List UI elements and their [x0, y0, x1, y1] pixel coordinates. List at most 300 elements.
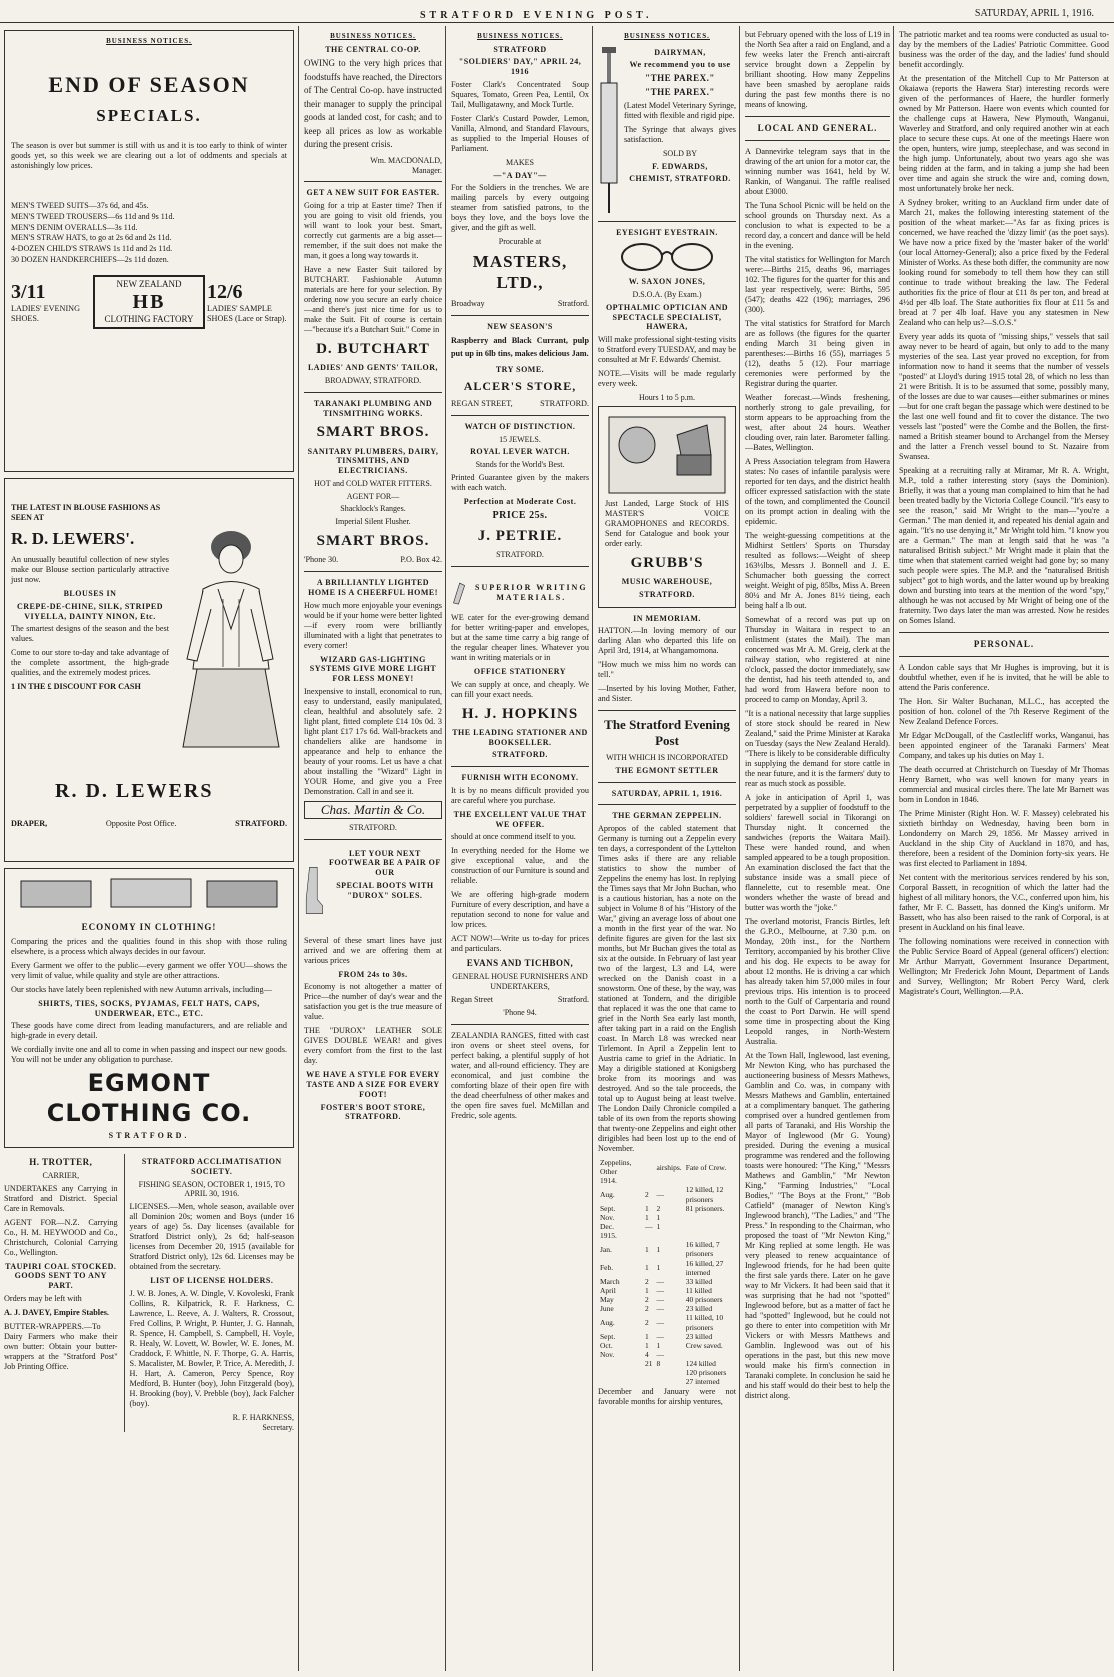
- coop-title: THE CENTRAL CO-OP.: [325, 44, 421, 54]
- notices-header: BUSINESS NOTICES.: [330, 32, 416, 40]
- blouse-lady-illustration-icon: [173, 519, 283, 749]
- smart-bros-flusher: Imperial Silent Flusher.: [335, 517, 411, 527]
- ad-blouses: [4, 478, 294, 862]
- soldiers-text: Foster Clark's Concentrated Soup Squares, Tomato, Green Pea, Lentil, Ox Tail, Mulligatawny, and Mock Turtle.: [451, 79, 589, 109]
- try-some: TRY SOME.: [495, 364, 545, 374]
- local-item: A Dannevirke telegram says that in the drawing of the art union for a motor car, the winning number was 1641, held by W. Rankin, of Wanganui. The raffle realised about £3000.: [745, 146, 890, 196]
- saxon-hours: Hours 1 to 5 p.m.: [639, 393, 695, 403]
- jam-text: Raspberry and Black Currant, pulp put up in 6lb tins, makes delicious Jam.: [451, 336, 589, 359]
- makes: MAKES: [505, 157, 534, 167]
- local-item: Somewhat of a record was put up on Thursday in Waitara in respect to an enlistment (states the Mail). The man concerned was Mr A. M. Greig, clerk at the railway station, who registered at nine o'clock, passed the doctor immediately, saw the dentist, had his teeth attended to, and had word from Hawera before noon to proceed to camp on Monday, April 3.: [745, 614, 890, 704]
- invite-text: We cordially invite one and all to come in when passing and inspect our new goods. You will not be under any obligation to purchase.: [11, 1045, 287, 1065]
- divider: [451, 766, 589, 767]
- grubbs-name: GRUBB'S: [630, 554, 704, 571]
- column-4: [598, 30, 736, 1670]
- table-cell: 21: [644, 1359, 653, 1369]
- durox-text: Several of these smart lines have just arrived and we are offering them at various prices: [304, 935, 442, 965]
- table-cell: 16 killed, 7 prisoners: [685, 1240, 720, 1259]
- table-header-cell: airships.: [656, 1162, 682, 1172]
- recommend: We recommend you to use: [629, 60, 731, 70]
- grubbs-text: Just Landed, Large Stock of HIS MASTER'S VOICE GRAMOPHONES and RECORDS. Send for Catalogue and book your order early.: [605, 498, 729, 548]
- table-cell: 11 killed, 10 prisoners: [685, 1313, 724, 1332]
- butchart-sub: LADIES' AND GENTS' TAILOR,: [307, 363, 439, 373]
- column-5: [745, 30, 890, 1670]
- masters-address: [451, 299, 589, 309]
- custard-text: Foster Clark's Custard Powder, Lemon, Vanilla, Almond, and Standard Flavours, as supplied to the Imperial Houses of Parliament.: [451, 113, 589, 153]
- holders-list: J. W. B. Jones, A. W. Dingle, V. Kovoleski, Frank Collins, R. Kilpatrick, R. F. Harkness, C. Lawrence, L. Reeve, A. J. Walters, R. Crossout, Fred Collins, P. Wright, P. Hunter, J. G. Hannah, R. Spence, H. Campbell, S. Campbell, H. Voyle, R. Healy, W. Lovett, W. Bowler, W. E. Jones, M. Craddock, F. Whittle, N. F. Thorpe, G. A. Harris, S. Macalister, M. Bowler, P. Trice, A. Meredith, J. H. Hart, A. Cameron, Percy Spence, Roy Medford, B. Hunter (boy), John Fitzgerald (boy), H. Brooking (boy), V. Prebble (boy), Jack Falcher (boy).: [129, 1288, 294, 1408]
- table-cell: 1: [644, 1331, 649, 1341]
- table-cell: June: [600, 1304, 614, 1314]
- every-garment-text: Every Garment we offer to the public—every garment we offer YOU—shows the very limit of value, while quality and style are other attractions.: [11, 960, 287, 980]
- table-cell: Jan.: [600, 1244, 612, 1254]
- price-right-block: [207, 280, 287, 324]
- petrie-town: STRATFORD.: [496, 550, 544, 560]
- trotter-carrier: CARRIER,: [42, 1170, 80, 1180]
- alcers-address: [451, 399, 589, 409]
- lighted-header: A BRILLIANTLY LIGHTED HOME IS A CHEERFUL HOME!: [308, 578, 438, 597]
- local-item: Every year adds its quota of "missing ships," vessels that sail away never to be heard of again, but only to add to the many mysteries of the sea. Last year proved no exception, for from information now to hand it seems that the number of vessels "posted" at Lloyd's during 1915 total 28, of which no less than 21 were British. It is to be assumed that some, possibly many, of the losses are due to war causes—either submarines or mines—but for one craft began the passage which were destined to be the last one well found and fit to cover the distance. The two vessels last "posted" were the Combe and the Bollen, the first-named a British steamer bound to Archangel from the Mersey and the latter a French vessel bound to St. Nazaire from Swansea.: [899, 332, 1109, 461]
- saxon-visits: Will make professional sight-testing visits to Stratford every TUESDAY, and may be consulted at Mr F. Edwards' Chemist.: [598, 335, 736, 365]
- table-cell: 81 prisoners.: [685, 1203, 725, 1213]
- table-cell: —: [656, 1318, 664, 1327]
- hopkins-sub: THE LEADING STATIONER AND BOOKSELLER.: [452, 727, 588, 747]
- local-item: A joke in anticipation of April 1, was perpetrated by a supplier of foodstuff to the soldiers' farewell social in Tikorangi on Thursday night. It concerned the sandwiches (reports the Waitara Mail). These were handed round, and when sampled appeared to be a tough proposition. An examination disclosed the fact that the substance inside was a small piece of flannelette, cut to resemble meat. One wonders whether the waste of bread and butter was worth the "joke.": [745, 792, 890, 912]
- table-cell: —: [656, 1286, 664, 1296]
- local-item: The patriotic market and tea rooms were conducted as usual to-day by the members of the Ladies' Patriotic Committee. Good business was the order of the day, and the ladies' fund should benefit accordingly.: [899, 30, 1109, 69]
- list-item: MEN'S TWEED TROUSERS—6s 11d and 9s 11d.: [11, 211, 175, 221]
- lewers-town: STRATFORD.: [235, 819, 287, 828]
- furnish-header: FURNISH WITH ECONOMY.: [461, 773, 579, 783]
- divider: [451, 566, 589, 567]
- divider: [304, 839, 442, 840]
- divider: [451, 1024, 589, 1025]
- smart-bros-name-2: SMART BROS.: [316, 532, 430, 549]
- notices-header: BUSINESS NOTICES.: [477, 32, 563, 40]
- divider: [598, 782, 736, 783]
- shirts-list: SHIRTS, TIES, SOCKS, PYJAMAS, FELT HATS, CAPS, UNDERWEAR, ETC., ETC.: [38, 998, 260, 1018]
- economy-value-text: Economy is not altogether a matter of Price—the number of day's wear and the satisfaction you get is the true measure of value.: [304, 982, 442, 1022]
- ad-trotter: [4, 1154, 118, 1432]
- soldiers-stratford: STRATFORD: [493, 44, 547, 54]
- paper-settler: THE EGMONT SETTLER: [615, 765, 719, 775]
- table-cell: 120 prisoners: [685, 1368, 727, 1378]
- superior-header-row: [451, 573, 589, 613]
- egmont-logo: EGMONT CLOTHING CO.: [46, 1069, 252, 1127]
- soldiers-day: "SOLDIERS' DAY," APRIL 24, 1916: [458, 57, 582, 77]
- local-item: Weather forecast.—Winds freshening, northerly strong to gale prevailing, for storm appears to be approaching from the west, after about 24 hours. Weather clouding over, rain later. Barometer falling.—Bates, Wellington.: [745, 392, 890, 452]
- procurable: Procurable at: [498, 237, 542, 247]
- parex-text-block: [624, 45, 736, 215]
- suit-header: GET A NEW SUIT FOR EASTER.: [306, 188, 440, 198]
- economy-text: Comparing the prices and the qualities found in this shop with those ruling elsewhere, is a process which always decides in our favour.: [11, 936, 287, 956]
- notices-header: BUSINESS NOTICES.: [106, 37, 192, 45]
- dairyman: DAIRYMAN,: [654, 47, 706, 57]
- price-left-label: LADIES' EVENING SHOES.: [11, 303, 81, 323]
- butter-wrappers: BUTTER-WRAPPERS.—To Dairy Farmers who make their own butter: Obtain your butter-wrappers at the "Stratford Post" Job Printing Office.: [4, 1321, 118, 1371]
- excellent-text: should at once commend itself to you.: [451, 832, 576, 842]
- table-cell: 1: [644, 1244, 649, 1254]
- table-cell: May: [600, 1295, 614, 1305]
- table-row: [598, 1213, 736, 1222]
- table-cell: [598, 1377, 643, 1386]
- paper-title: The Stratford Evening Post: [604, 717, 730, 749]
- smart-bros-phone: 'Phone 30.: [304, 555, 339, 565]
- table-cell: [654, 1231, 683, 1240]
- table-cell: 1: [656, 1212, 661, 1222]
- table-cell: —: [656, 1295, 664, 1305]
- eyesight-header: EYESIGHT EYESTRAIN.: [616, 227, 718, 237]
- parex-sold-by: SOLD BY: [662, 148, 697, 158]
- a-day: —"A DAY"—: [493, 170, 547, 180]
- table-cell: [684, 1350, 736, 1359]
- local-item: The Tuna School Picnic will be held on the school grounds on Thursday next. As a conclusion to what is expected to be a record day, a concert and dance will be held in the evening.: [745, 200, 890, 250]
- table-header-cell: [643, 1158, 655, 1176]
- dec-jan-text: December and January were not favorable months for airship ventures,: [598, 1386, 736, 1406]
- table-cell: 1915.: [600, 1231, 617, 1241]
- smart-bros-name: SMART BROS.: [316, 424, 430, 441]
- smart-bros-contact: [304, 555, 442, 565]
- economy-header: ECONOMY IN CLOTHING!: [81, 922, 217, 932]
- table-cell: Nov.: [600, 1350, 615, 1359]
- table-row: [598, 1176, 736, 1185]
- watch-header: WATCH OF DISTINCTION.: [464, 421, 576, 431]
- alcers-name: ALCER'S STORE,: [463, 379, 577, 394]
- table-cell: —: [656, 1276, 664, 1286]
- watch-guarantee: Printed Guarantee given by the makers with each watch.: [451, 472, 589, 492]
- accl-header: STRATFORD ACCLIMATISATION SOCIETY.: [141, 1157, 282, 1176]
- table-cell: [598, 1359, 643, 1368]
- lewers-opposite: Opposite Post Office.: [105, 819, 177, 828]
- martin-town: STRATFORD.: [349, 822, 397, 832]
- column-2: [304, 30, 442, 1670]
- trotter-agent: AGENT FOR—N.Z. Carrying Co., H. M. HEYWOOD and Co., Christchurch, Colonial Carrying Co., Wellington.: [4, 1217, 118, 1257]
- blouse-text-block: [11, 555, 169, 692]
- table-cell: 1914.: [600, 1176, 617, 1186]
- table-cell: 8: [656, 1359, 661, 1369]
- table-cell: 16 killed, 27 interned: [685, 1258, 724, 1277]
- watch-royal: ROYAL LEVER WATCH.: [470, 447, 570, 457]
- table-cell: 1: [656, 1244, 661, 1254]
- lewers-name: R. D. LEWERS: [55, 780, 214, 802]
- table-cell: 1: [644, 1340, 649, 1350]
- trotter-undertakes: UNDERTAKES any Carrying in Stratford and District. Special Care in Removals.: [4, 1183, 118, 1213]
- divider: [598, 804, 736, 805]
- blouses-in: BLOUSES IN: [63, 589, 117, 599]
- watch-jewels: 15 JEWELS.: [499, 434, 541, 444]
- local-item: A Sydney broker, writing to an Auckland firm under date of March 21, makes the following interesting statement of the position of the wheat market:—"As far as fixing prices is concerned, we have reached the 'dizzy limit' (as the poet says). We have now a price fixed by the 'master baker of the world' (our local Attorney-General); also a price fixed by the Federal Minister of Works. As these both differ, the community are now looking round for somebody to tell them how they can still continue to trade without breaking the law. The Federal authorities fix the price of flour at £11 8s per ton, and bread at 4½d per 4lb loaf. The State authorities fix flour at £11 5s and bread at 7 per 4lb loaf. Have you any statesmen in New Zealand who can help us?—S.O.S.": [899, 198, 1109, 327]
- clothing-garments-illustration-icon: [11, 873, 287, 913]
- zeppelin-table-body: [598, 1176, 736, 1386]
- list-item: MEN'S DENIM OVERALLS—3s 11d.: [11, 222, 138, 232]
- table-cell: [643, 1231, 655, 1240]
- divider: [304, 392, 442, 393]
- table-cell: [684, 1222, 736, 1231]
- table-row: [598, 1259, 736, 1277]
- smart-bros-sanitary: SANITARY PLUMBERS, DAIRY, TINSMITHS, AND ELECTRICIANS.: [307, 446, 439, 476]
- suit-text-2: Have a new Easter Suit tailored by BUTCHART. Fashionable Autumn materials are here for your selection. By ordering now you secure an early choice—and there's just nice time for us to make the Suit. Fit of course is certain—"because it's a Butchart Suit." Come in: [304, 265, 442, 335]
- table-cell: Aug.: [600, 1318, 615, 1327]
- list-item: 30 DOZEN HANDKERCHIEFS—2s 11d dozen.: [11, 254, 169, 264]
- ad-subheadline: SPECIALS.: [96, 106, 202, 126]
- memoriam-verse: "How much we miss him no words can tell.": [598, 660, 736, 680]
- masters-town: Stratford.: [557, 298, 589, 308]
- memoriam-inserted: —Inserted by his loving Mother, Father, and Sister.: [598, 684, 736, 704]
- plumbing-header: TARANAKI PLUMBING AND TINSMITHING WORKS.: [313, 398, 433, 418]
- evans-address: [451, 995, 589, 1005]
- hb-logo-top: NEW ZEALAND: [116, 278, 182, 289]
- paper-date: SATURDAY, APRIL 1, 1916.: [611, 788, 723, 798]
- table-cell: 1: [656, 1263, 661, 1273]
- hb-logo-bottom: CLOTHING FACTORY: [104, 313, 194, 324]
- table-row: [598, 1377, 736, 1386]
- parex-syringe: The Syringe that always gives satisfaction.: [624, 124, 736, 144]
- table-cell: [684, 1213, 736, 1222]
- price-right: 12/6: [207, 280, 243, 303]
- suit-text: Going for a trip at Easter time? Then if you are going to visit old friends, you will want to look your best. Smart, correctly cut garments are a big asset—remember, if the suit does not make the man, it goes a long way towards it.: [304, 201, 442, 261]
- parex-name-2: "THE PAREX.": [645, 87, 715, 97]
- local-item: The weight-guessing competitions at the Midhirst Settlers' Sports on Thursday resulted as follows:—Weight of sheep 163½lbs, Messrs J. Bonnell and J. E. Schumacher both guessing the correct weight. Weight of pig, 85lbs, Miss A. Breen 80¼ and Mr A. Jones 81½ tieing, each being half a lb out.: [745, 530, 890, 610]
- watch-stands: Stands for the World's Best.: [475, 460, 565, 470]
- price-left-block: [11, 280, 91, 324]
- item-list: [11, 201, 287, 265]
- table-cell: April: [600, 1286, 616, 1296]
- durox-soles: SPECIAL BOOTS WITH "DUROX" SOLES.: [336, 880, 434, 900]
- table-row: [598, 1222, 736, 1231]
- local-item: "It is a national necessity that large supplies of store stock should be reared in New Zealand," said the Prime Minister at Karaka on Tuesday (says the New Zealand Herald). "There is likely to be considerable difficulty in supplying the demand for store cattle in the near future, and it is the farmers' duty to rear as much stock as possible.: [745, 708, 890, 788]
- hopkins-town: STRATFORD.: [492, 750, 548, 760]
- parex-name: "THE PAREX.": [645, 73, 715, 84]
- trotter-coal: TAUPIRI COAL STOCKED. GOODS SENT TO ANY PART.: [5, 1261, 117, 1291]
- local-item: The vital statistics for Stratford for March are as follows (the figures for the quarter ending March 31 being given in parentheses:—Births 16 (55), marriages 5 (12), deaths 5 (12). Four marriage ceremonies were performed by the Registrar during the quarter.: [745, 318, 890, 388]
- watch-perfection: Perfection at Moderate Cost.: [463, 496, 577, 506]
- syringe-illustration-icon: [598, 45, 620, 215]
- table-cell: 11 killed: [685, 1286, 712, 1296]
- durox-price: FROM 24s to 30s.: [338, 969, 408, 979]
- writing-hand-illustration-icon: [451, 573, 470, 613]
- smart-bros-hot-cold: HOT and COLD WATER FITTERS.: [314, 478, 432, 488]
- evans-street: Regan Street: [451, 994, 494, 1004]
- column-rule: [298, 26, 299, 1671]
- wizard-header: WIZARD GAS-LIGHTING SYSTEMS GIVE MORE LIGHT FOR LESS MONEY!: [309, 654, 437, 684]
- office-stationery: OFFICE STATIONERY: [473, 666, 567, 676]
- table-row: [598, 1185, 736, 1203]
- table-cell: [684, 1176, 736, 1185]
- blouse-fabrics: CREPE-DE-CHINE, SILK, STRIPED VIYELLA, DAINTY NINON, Etc.: [16, 601, 164, 621]
- butchart-address: BROADWAY, STRATFORD.: [324, 376, 422, 386]
- table-row: [598, 1286, 736, 1295]
- divider: [899, 656, 1109, 657]
- saxon-note: NOTE.—Visits will be made regularly every week.: [598, 369, 736, 389]
- blouse-store: R. D. LEWERS'.: [11, 528, 135, 548]
- parex-ad: [598, 45, 736, 215]
- lewers-draper: DRAPER,: [11, 819, 48, 828]
- zeppelin-text: Apropos of the cabled statement that Germany is turning out a Zeppelin every ten days, a correspondent of the Lyttelton Times asks if there are any reliable statistics to show the number of Zeppelins the enemy has lost. In replying the Times says that Mr John Buchan, who is a cautious historian, has a note on the subject in Volume 8 of his "History of the War," giving an average loss of about one a month in the first year of the war. No definite figures are given for the last six months, but Mr Buchan gives the total as six at the outside. In February of last year two of the largest, L3 and L4, were wrecked on the Danish coast in a snowstorm. One of these, by the way, was stationed at Tondern, and the dirigible that replaced it was the one that came to grief in the North Sea early last month, after taking part in a raid on the English coast. In March L8 was wrecked near Tirlemont. In April a Zeppelin lent to Austria came to grief in the Adriatic. In May a dirigible stationed at Konigsberg broke from its moorings and was destroyed. And so the tale proceeds, the total up to August being at least twelve. The London Daily Chronicle compiled a table of its own from the reports showing that twenty-one Zeppelins and eight other dirigibles had been lost up to the end of November.: [598, 824, 736, 1154]
- holders-role: Secretary.: [262, 1422, 294, 1432]
- table-row: [598, 1240, 736, 1258]
- hb-logo-letters: HB: [132, 290, 166, 313]
- table-cell: —: [656, 1304, 664, 1314]
- blouse-text: An unusually beautiful collection of new styles make our Blouse section particularly attractive just now.: [11, 555, 169, 585]
- trotter-orders: Orders may be left with: [4, 1293, 82, 1303]
- coop-text: OWING to the very high prices that foodstuffs have reached, the Directors of The Central Co-op. have instructed their manager to supply the principal goods at landed cost, for cash; and to keep all prices as low as workable during the present crisis.: [304, 58, 442, 150]
- personal-item: The following nominations were received in connection with the Public Service Board of Appeal (general officers') election: Mr Arthur Marryatt, Government Insurance Department, Wellington; Mr Frederick John Mount, Department of Lands and Survey, Wellington; Mr Robert Percy Ward, clerk Magistrate's Court, Wellington.—P.A.: [899, 936, 1109, 996]
- memoriam-header: IN MEMORIAM.: [633, 613, 701, 623]
- evans-name: EVANS AND TICHBON,: [466, 958, 574, 969]
- hopkins-name: H. J. HOPKINS: [461, 705, 579, 722]
- high-grade-text: We are offering high-grade modern Furniture of every description, and have a reputation second to none for value and low prices.: [451, 890, 589, 930]
- divider: [598, 710, 736, 711]
- table-cell: 1: [644, 1263, 649, 1273]
- supply-text: We can supply at once, and cheaply. We can fill your exact needs.: [451, 679, 589, 699]
- egmont-town: STRATFORD.: [108, 1131, 190, 1140]
- personal-item: The Hon. Sir Walter Buchanan, M.L.C., has accepted the position of hon. colonel of the 7th Reserve Regiment of the New Zealand Defence Forces.: [899, 696, 1109, 726]
- masters-name: MASTERS, LTD.,: [472, 252, 568, 292]
- accl-season: FISHING SEASON, OCTOBER 1, 1915, TO APRIL 30, 1916.: [138, 1179, 285, 1199]
- table-row: [598, 1332, 736, 1341]
- table-cell: 1: [644, 1286, 649, 1296]
- martin-logo: Chas. Martin & Co.: [304, 801, 442, 819]
- table-cell: [654, 1377, 683, 1386]
- table-cell: [643, 1176, 655, 1185]
- everything-text: In everything needed for the Home we give exceptional value, and the construction of our Furniture is sound and reliable.: [451, 846, 589, 886]
- column-6: [899, 30, 1109, 1670]
- table-row: [598, 1350, 736, 1359]
- table-cell: Oct.: [600, 1340, 613, 1350]
- local-item: A Press Association telegram from Hawera states: No cases of infantile paralysis were reported for ten days, and the district health officer expressed satisfaction with the state of the town, and complimented the Council on its prompt action in dealing with the epidemic.: [745, 456, 890, 526]
- table-cell: 1: [644, 1203, 649, 1213]
- wizard-text: Inexpensive to install, economical to run, easy to understand, easily manipulated, clean, healthful and absolutely safe. 2 light plant, fitted complete £14 10s 0d. 3 light plant £17 17s 6d. Wall-brackets and chandeliers alike are handsome in appearance and help to enhance the beauty of your rooms. Let us have a chat about installing the "Wizard" Light in YOUR Home, and give you a Free Demonstration. Call in and see it.: [304, 686, 442, 796]
- notices-header: BUSINESS NOTICES.: [624, 32, 710, 40]
- price-left: 3/11: [11, 280, 46, 303]
- local-item: At the Town Hall, Inglewood, last evening, Mr Newton King, who has purchased the auctioneering business of Messrs Mathews, Gamblin and Co. was, in company with Messrs Mathews and Gamblin, entertained at a complimentary banquet. The gathering comprised over a hundred gentlemen from all parts of Taranaki, and His Worship the Mayor of Inglewood (Mr G. Young) presided. During the evening a musical programme was rendered and the following toasts were honoured: "The King," "Messrs Mathews and Gamblin," "Mr Newton King," "Farming Industries," "Local Bodies," "The Boys at the Front," "Bob Catfield" (manager of Newton King's Inglewood branch), "The Ladies," and "The Press." In responding to the Chairman, who proposed the toast of "Mr Newton King," Mr King replied at some length. He was very pleased to renew acquaintance of Inglewood friends, for he had been quite the first sale yards there. Later on he gave way to Mr Vickers. It had been said that it was surprising that he had not "spotted" Inglewood before, but as a matter of fact he had "spotted" Inglewood, but he could not go there to enter into competition with Mr Vickers or with Messrs Matthews and Gamblin. Inglewood was out of his operations in the past, but this new move would make his firm's connection in Taranaki complete. In conclusion he said he and his staff would do their best to help the district along.: [745, 1050, 890, 1400]
- petrie-name: J. PETRIE.: [477, 527, 563, 544]
- stocks-text: Our stocks have lately been replenished with new Autumn arrivals, including—: [11, 984, 272, 994]
- column-1: [4, 30, 294, 1670]
- personal-item: Net content with the meritorious services rendered by his son, Corporal Bassett, in recognition of which the latter had the highest of all military honors, the V.C., conferred upon him, his father, Mr F. C. Bassett, has donned the King's uniform. Mr Bassett, who has also been raised to the rank of Corporal, is at present in Auckland on his final leave.: [899, 872, 1109, 932]
- table-cell: 2: [644, 1276, 649, 1286]
- evans-phone: 'Phone 94.: [503, 1007, 537, 1017]
- trotter-name: H. TROTTER,: [29, 1157, 93, 1167]
- personal-item: The Prime Minister (Right Hon. W. F. Massey) celebrated his sixtieth birthday on Wednesday, having been born in Londonderry on March 29, 1856. Mr Massey arrived in Auckland in the ship City of Auckland in 1870, and has, therefore, been a resident of the Dominion forty-six years. He was first elected to Parliament in 1894.: [899, 808, 1109, 868]
- table-row: [598, 1277, 736, 1286]
- lewers-address-row: [11, 819, 287, 829]
- evans-town: Stratford.: [557, 994, 589, 1004]
- spectacles-icon: [612, 241, 722, 273]
- table-cell: 23 killed: [685, 1331, 713, 1341]
- table-row: [598, 1359, 736, 1368]
- price-right-label: LADIES' SAMPLE SHOES (Lace or Strap).: [207, 303, 287, 323]
- divider: [598, 221, 736, 222]
- table-cell: Sept.: [600, 1331, 616, 1341]
- column-3: [451, 30, 589, 1670]
- column-rule: [445, 26, 446, 1671]
- table-cell: 1: [644, 1212, 649, 1222]
- coop-role: Manager.: [412, 165, 442, 175]
- furnish-text: It is by no means difficult provided you are careful where you purchase.: [451, 785, 589, 805]
- table-cell: 2: [644, 1295, 649, 1305]
- ad-text: The season is over but summer is still with us and it is too early to think of winter goods yet, so this week we are clearing out a lot of oddments and specials at astonishingly low prices.: [11, 141, 287, 171]
- alcers-town: STRATFORD.: [540, 398, 589, 408]
- table-cell: [598, 1368, 643, 1377]
- table-cell: Aug.: [600, 1190, 615, 1200]
- table-row: [598, 1304, 736, 1313]
- table-cell: 33 killed: [685, 1276, 713, 1286]
- table-row: [598, 1204, 736, 1213]
- ad-headline: END OF SEASON: [48, 71, 250, 97]
- table-cell: Sept.: [600, 1203, 616, 1213]
- butchart-name: D. BUTCHART: [316, 341, 430, 358]
- table-cell: 2: [644, 1304, 649, 1314]
- superior-text: WE cater for the ever-growing demand for better writing-paper and envelopes, but at the same time carry a big range of the regular cheaper lines. Whatever you want in writing materials or in: [451, 612, 589, 662]
- jam-header: NEW SEASON'S: [487, 321, 553, 331]
- gramophone-scene-illustration-icon: [607, 415, 727, 495]
- parex-text: (Latest Model Veterinary Syringe, fitted with flexible and rigid pipe.: [624, 100, 736, 120]
- table-cell: [643, 1377, 655, 1386]
- local-general-header: LOCAL AND GENERAL.: [757, 123, 878, 133]
- ad-egmont-clothing: [4, 868, 294, 1148]
- local-item: The vital statistics for Wellington for March were:—Births 215, deaths 96, marriages 102. The figures for the quarter for this and last year respectively, were: Births, 595 (547); deaths 422 (196); marriages, 296 (300).: [745, 254, 890, 314]
- divider: [451, 315, 589, 316]
- divider: [745, 116, 890, 117]
- column-rule: [893, 26, 894, 1671]
- list-item: MEN'S STRAW HATS, to go at 2s 6d and 2s 11d.: [11, 233, 172, 243]
- personal-item: The death occurred at Christchurch on Tuesday of Mr Thomas Henry Barnett, who was well known for many years in commercial and musical circles there. The late Mr Barnett was born in London in 1846.: [899, 764, 1109, 804]
- footwear-text: [328, 846, 442, 936]
- zealandia-text: ZEALANDIA RANGES, fitted with cast iron ovens or sheet steel ovens, for perfect baking, a plentiful supply of hot water, and all-round efficiency. They are economical, and just combine the comforting blaze of their open fire with the dead cheerfulness of other makes and the open fire saves fuel. McMillan and Fredric, sole agents.: [451, 1030, 589, 1120]
- table-header-row: [598, 1158, 736, 1176]
- table-header-cell: Zeppelins, Other: [600, 1158, 632, 1177]
- table-row: [598, 1295, 736, 1304]
- table-cell: 27 interned: [685, 1377, 720, 1387]
- table-cell: 2: [644, 1318, 649, 1327]
- table-cell: [654, 1368, 683, 1377]
- blouse-come: Come to our store to-day and take advantage of the complete assortment, the high-grade qualities, and the extremely modest prices.: [11, 648, 169, 678]
- ad-acclimatisation: [124, 1154, 294, 1432]
- table-cell: 23 killed: [685, 1304, 713, 1314]
- a-day-text: For the Soldiers in the trenches. We are mailing parcels by every outgoing steamer from satisfied patrons, to the boys they love, and the boys love the giver, and the gift as well.: [451, 183, 589, 233]
- table-cell: [643, 1368, 655, 1377]
- table-cell: —: [656, 1350, 664, 1359]
- table-cell: 2: [656, 1203, 661, 1213]
- table-row: [598, 1231, 736, 1240]
- table-cell: [684, 1231, 736, 1240]
- divider: [304, 181, 442, 182]
- personal-item: Mr Edgar McDougall, of the Castlecliff works, Wanganui, has been appointed engineer of the Taranaki Farmers' Meat Company, and takes up his duties on May 1.: [899, 730, 1109, 760]
- list-item: 4-DOZEN CHILD'S STRAWS 1s 11d and 2s 11d.: [11, 244, 173, 254]
- zeppelin-table: [598, 1158, 736, 1387]
- ad-grubbs: [598, 406, 736, 608]
- table-cell: 1: [656, 1340, 661, 1350]
- grubbs-town: STRATFORD.: [639, 589, 695, 599]
- holders-header: LIST OF LICENSE HOLDERS.: [150, 1276, 274, 1285]
- shoe-prices-row: [11, 275, 287, 329]
- alcers-street: REGAN STREET,: [451, 398, 513, 408]
- table-cell: March: [600, 1276, 620, 1286]
- table-cell: —: [656, 1190, 664, 1200]
- table-row: [598, 1313, 736, 1331]
- blouse-discount: 1 IN THE £ DISCOUNT FOR CASH: [11, 682, 141, 692]
- foster-boot-store: FOSTER'S BOOT STORE, STRATFORD.: [320, 1102, 426, 1122]
- trotter-davey: A. J. DAVEY, Empire Stables.: [4, 1307, 109, 1317]
- hb-logo: [93, 275, 206, 329]
- table-cell: Crew saved.: [685, 1340, 723, 1350]
- divider: [304, 571, 442, 572]
- masthead: [0, 0, 1114, 23]
- table-header-cell: Fate of Crew.: [685, 1162, 727, 1172]
- col1-bottom-row: [4, 1154, 294, 1432]
- local-item: The overland motorist, Francis Birtles, left the G.P.O., Melbourne, at 7.30 p.m. on Monday, 20th inst., for the Northern Territory, accompanied by his brother Clive and his dog. He expects to be away for about 12 months. He is driving a car which has already taken him 57,000 miles in four previous trips. His intention is to proceed north to the Gulf of Carpentaria and round the coast to Port Darwin. He will spend some time in prospecting about the King Leopold ranges, in North-Western Australia.: [745, 916, 890, 1046]
- masthead-title: STRATFORD EVENING POST.: [420, 10, 653, 21]
